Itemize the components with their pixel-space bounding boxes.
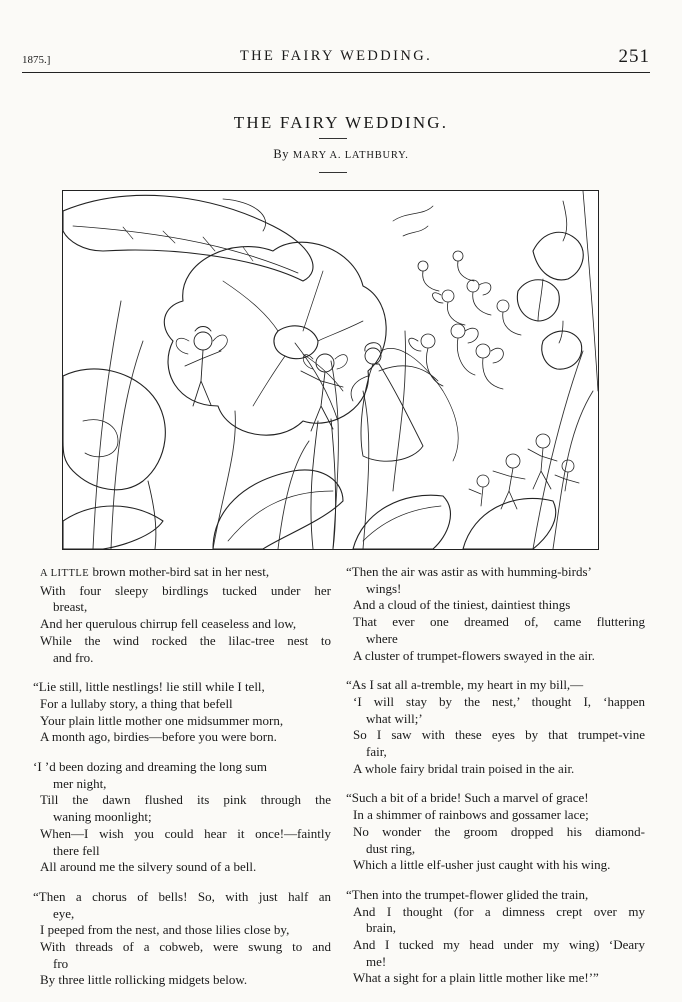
header-date: 1875.] [22,54,51,66]
poem-line: mer night, [53,775,107,791]
poem-line: “Then a chorus of bells! So, with just half an [33,888,331,904]
poem-line: and fro. [53,649,94,665]
poem-line: So I saw with these eyes by that trumpet-vine [353,727,645,743]
poem-line: And I thought (for a dimness crept over my [353,903,645,919]
stanza-7 [346,790,645,874]
poem-line: And her querulous chirrup fell ceaseless and low, [40,616,297,632]
title-rule [319,138,347,139]
fairy-wedding-illustration [62,190,599,550]
drop-cap-word: A LITTLE [40,568,90,579]
poem-line: A cluster of trumpet-flowers swayed in the air. [353,647,595,663]
poem-line: When—I wish you could hear it once!—faintly [40,825,331,841]
foreground-leaves [63,470,556,549]
poem-right-column [346,564,645,1000]
poem-line: With four sleepy birdlings tucked under her [40,582,331,598]
poem-line: While the wind rocked the lilac-tree nest to [40,632,331,648]
poem-line: fair, [366,744,387,760]
header-running-title: THE FAIRY WEDDING. [239,48,433,64]
poem-line: That ever one dreamed of, came fluttering [353,614,645,630]
poem-line: ‘I ’d been dozing and dreaming the long sum [33,759,267,775]
byline-rule [319,172,347,173]
poem-line: “Then into the trumpet-flower glided the train, [346,886,589,902]
poem-line: “Such a bit of a bride! Such a marvel of grace! [346,790,589,806]
poem-line: brain, [366,920,396,936]
poem-line: fro [53,955,69,971]
stanza-4 [33,889,331,989]
poem-line: A month ago, birdies—before you were born. [40,729,277,745]
elf-ushers [469,434,579,509]
poem-line: wings! [366,580,402,596]
running-header [22,48,650,72]
stanza-3 [33,759,331,876]
stanza-1 [33,564,331,666]
poem-line: “Then the air was astir as with humming-birds’ [346,564,592,579]
overhanging-leaf [63,195,313,281]
poem-line: What a sight for a plain little mother like me!’” [353,970,599,986]
fairy-center [301,354,347,431]
poem-line: waning moonlight; [53,809,152,825]
poem-line: In a shimmer of rainbows and gossamer lace; [353,807,589,823]
poem-line: I peeped from the nest, and those lilies close by, [40,922,290,938]
poem-line: “Lie still, little nestlings! lie still while I tell, [33,679,265,695]
poem-line: With threads of a cobweb, were swung to and [40,939,331,955]
trumpet-flowers-right [517,191,598,391]
poem-line: me! [366,953,387,969]
poem-line: what will;’ [366,710,423,726]
poem-line: where [366,630,398,646]
poem-line: there fell [53,842,100,858]
stanza-6 [346,677,645,777]
flying-fairies [393,206,521,389]
byline-prefix: By [273,147,290,161]
fairy-bride [351,343,458,461]
grass-blades [93,301,593,549]
stanza-8 [346,887,645,987]
stanza-2 [33,679,331,746]
poem-line: For a lullaby story, a thing that befell [40,695,233,711]
poem-left-column [33,564,331,1002]
poem-line: No wonder the groom dropped his diamond- [353,823,645,839]
poem-line: A whole fairy bridal train poised in the air. [353,760,575,776]
poem-line: ‘I will stay by the nest,’ thought I, ‘happen [353,693,645,709]
poem-line: eye, [53,905,75,921]
trumpet-flower-left [63,369,165,549]
page-number: 251 [618,46,650,67]
poem-line: breast, [53,599,88,615]
article-title: THE FAIRY WEDDING. [233,113,449,132]
poem-line: And a cloud of the tiniest, daintiest things [353,597,571,613]
poem-line: All around me the silvery sound of a bell. [40,859,257,875]
poem-line: “As I sat all a-tremble, my heart in my bill,— [346,677,584,693]
stanza-5 [346,564,645,664]
poem-line: And I tucked my head under my wing) ‘Deary [353,937,645,953]
author-name: MARY A. LATHBURY. [292,150,409,161]
poem-line: Your plain little mother one midsummer morn, [40,712,284,728]
poem-line: dust ring, [366,840,416,856]
byline [0,147,682,162]
header-rule [22,72,650,73]
poem-line: Which a little elf-usher just caught with his wing. [353,857,611,873]
poem-line: A LITTLE brown mother-bird sat in her nest, [40,564,270,579]
poem-line: By three little rollicking midgets below. [40,972,248,988]
poem-line: Till the dawn flushed its pink through the [40,792,331,808]
